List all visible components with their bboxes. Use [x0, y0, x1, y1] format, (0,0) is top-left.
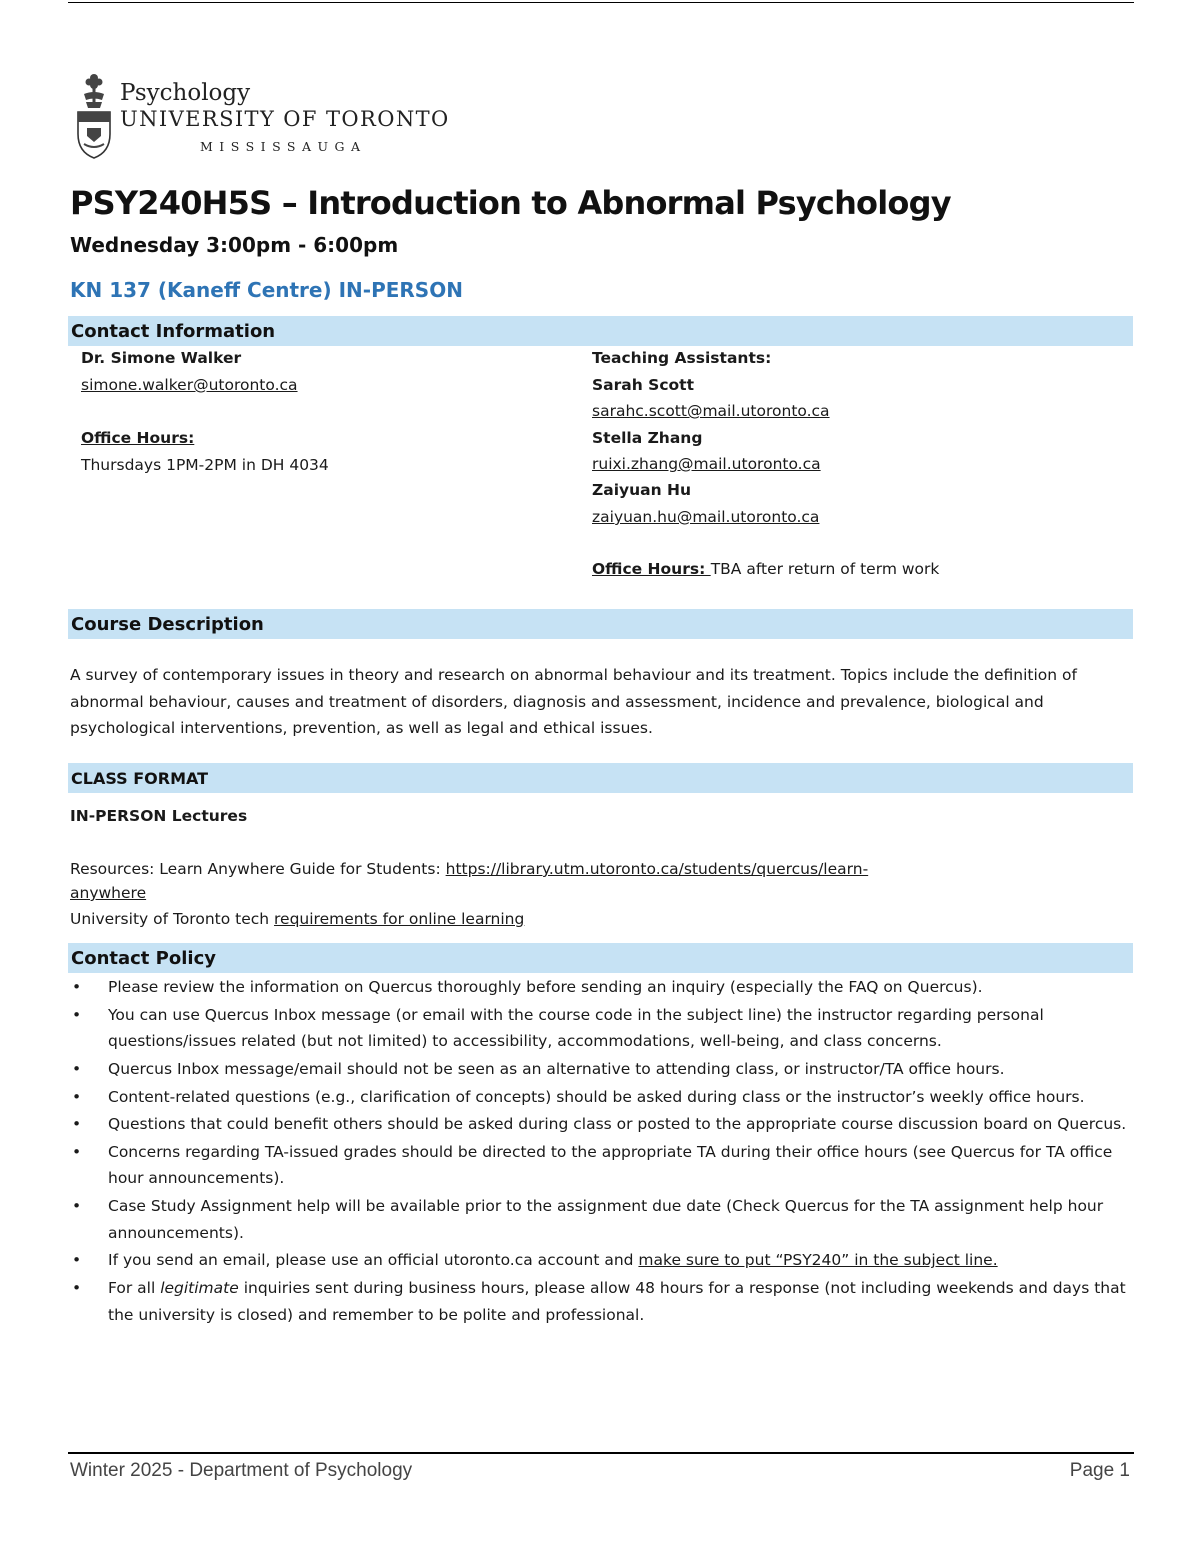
university-logo [74, 70, 464, 165]
footer-term: Winter 2025 - Department of Psychology [70, 1460, 413, 1481]
top-rule [68, 2, 1134, 3]
bullet-icon: • [72, 1115, 82, 1134]
page-title: PSY240H5S – Introduction to Abnormal Psychology [70, 184, 951, 222]
policy-text: If you send an email, please use an official utoronto.ca account and [108, 1251, 639, 1270]
policy-text: Questions that could benefit others should be asked during class or posted to the appropriate course discussion board on Quercus. [108, 1115, 1127, 1134]
resources-line [70, 856, 868, 883]
list-item [70, 974, 1132, 1001]
bullet-icon: • [72, 1087, 82, 1106]
bullet-icon: • [72, 1005, 82, 1024]
contact-policy-list [70, 974, 1132, 1329]
tech-requirements-line [70, 906, 524, 933]
policy-text: Case Study Assignment help will be available prior to the assignment due date (Check Quercus for the TA assignment help hour announcements). [108, 1197, 1104, 1242]
bullet-icon: • [72, 1142, 82, 1161]
list-item [70, 1084, 1132, 1111]
instructor-name: Dr. Simone Walker [81, 349, 242, 367]
bullet-icon: • [72, 978, 82, 996]
ta-name: Stella Zhang [592, 429, 703, 447]
policy-text: Please review the information on Quercus thoroughly before sending an inquiry (especially the FAQ on Quercus). [108, 978, 983, 996]
logo-university: UNIVERSITY OF TORONTO [120, 107, 450, 131]
policy-text: For all [108, 1279, 161, 1297]
learn-anywhere-link-continued[interactable]: anywhere [70, 884, 147, 902]
policy-text: You can use Quercus Inbox message (or email with the course code in the subject line) the instructor regarding personal questions/issues related (but not limited) to accessibility, accommodations, well-being, and class concerns. [108, 1005, 1044, 1051]
class-format-heading: CLASS FORMAT [68, 763, 1133, 793]
policy-emphasis: make sure to put “PSY240” in the subject line. [638, 1251, 998, 1270]
contact-information-heading: Contact Information [68, 316, 1133, 346]
course-description-heading: Course Description [68, 609, 1133, 639]
policy-text: Quercus Inbox message/email should not be seen as an alternative to attending class, or instructor/TA office hours. [108, 1059, 1005, 1078]
lecture-format: IN-PERSON Lectures [70, 807, 248, 825]
resources-label: Resources: Learn Anywhere Guide for Students: [70, 860, 446, 878]
bullet-icon: • [72, 1279, 82, 1297]
office-hours-label: Office Hours: [81, 429, 195, 447]
footer-rule [68, 1452, 1134, 1454]
crest-icon [76, 72, 112, 160]
list-item [70, 1111, 1132, 1138]
ta-email-link[interactable]: sarahc.scott@mail.utoronto.ca [592, 402, 830, 420]
bullet-icon: • [72, 1251, 82, 1270]
bullet-icon: • [72, 1059, 82, 1078]
logo-psychology: Psychology [120, 80, 251, 106]
tech-label: University of Toronto tech [70, 910, 275, 928]
ta-heading: Teaching Assistants: [592, 349, 772, 367]
ta-email-link[interactable]: ruixi.zhang@mail.utoronto.ca [592, 455, 821, 473]
ta-name: Zaiyuan Hu [592, 481, 692, 499]
tech-requirements-link[interactable]: requirements for online learning [274, 910, 525, 928]
office-hours-value: Thursdays 1PM-2PM in DH 4034 [81, 456, 329, 474]
ta-office-hours [592, 556, 939, 583]
policy-text: inquiries sent during business hours, please allow 48 hours for a response (not including weekends and days that the university is closed) and remember to be polite and professional. [108, 1279, 1126, 1324]
list-item [70, 1056, 1132, 1083]
logo-campus: MISSISSAUGA [200, 139, 367, 154]
ta-office-hours-label: Office Hours: [592, 560, 711, 578]
list-item [70, 1275, 1132, 1328]
policy-text: Content-related questions (e.g., clarification of concepts) should be asked during class or the instructor’s weekly office hours. [108, 1087, 1085, 1106]
class-location: KN 137 (Kaneff Centre) IN-PERSON [70, 278, 463, 302]
policy-emphasis: legitimate [160, 1279, 239, 1297]
contact-policy-heading: Contact Policy [68, 943, 1133, 973]
list-item [70, 1139, 1132, 1192]
ta-office-hours-value: TBA after return of term work [710, 560, 940, 578]
list-item [70, 1193, 1132, 1246]
policy-text: Concerns regarding TA-issued grades should be directed to the appropriate TA during their office hours (see Quercus for TA office hour announcements). [108, 1142, 1113, 1188]
ta-email-link[interactable]: zaiyuan.hu@mail.utoronto.ca [592, 508, 820, 526]
list-item [70, 1002, 1132, 1055]
class-schedule: Wednesday 3:00pm - 6:00pm [70, 233, 399, 257]
page-number: Page 1 [1069, 1460, 1130, 1481]
course-description-text: A survey of contemporary issues in theory and research on abnormal behaviour and its treatment. Topics include the definition of abnormal behaviour, causes and treatment of disorders, diagnosis and assessment, incidence and prevalence, biological and psychological interventions, prevention, as well as legal and ethical issues. [70, 666, 1077, 737]
instructor-email-link[interactable]: simone.walker@utoronto.ca [81, 376, 298, 394]
list-item [70, 1247, 1132, 1274]
learn-anywhere-link[interactable]: https://library.utm.utoronto.ca/students/quercus/learn- [445, 860, 869, 878]
bullet-icon: • [72, 1197, 82, 1216]
ta-name: Sarah Scott [592, 376, 694, 394]
